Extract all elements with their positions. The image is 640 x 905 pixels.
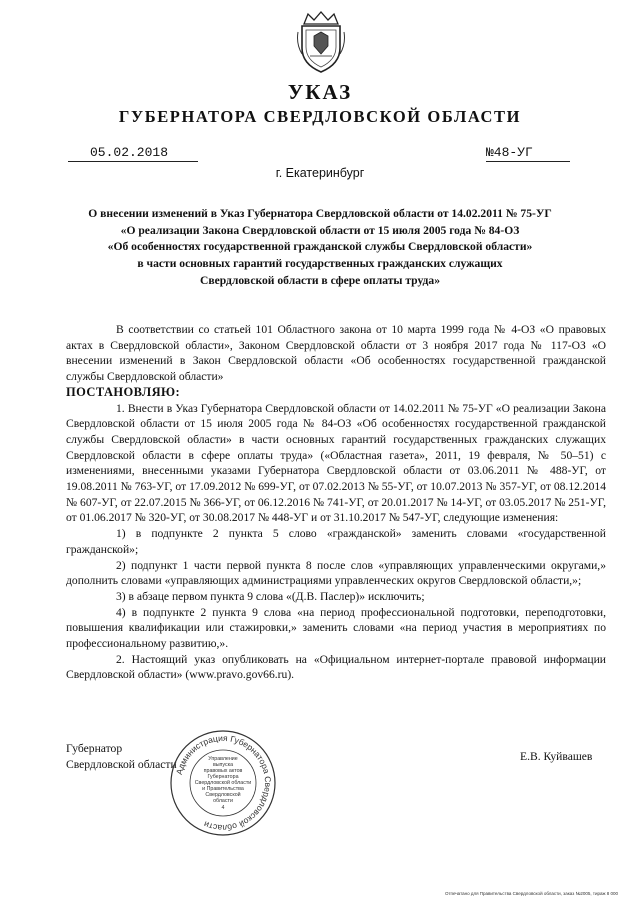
paragraph: 1) в подпункте 2 пункта 5 слово «гражданской» заменить словами «государственной гражданской»; [66, 527, 606, 556]
decree-date: 05.02.2018 [68, 145, 198, 162]
svg-text:правовых актов: правовых актов [203, 768, 243, 774]
document-type: УКАЗ [287, 80, 353, 104]
paragraph: 4) в подпункте 2 пункта 9 слова «на период профессиональной подготовки, переподготовки, повышения квалификации или стажировки,» заменить словами «на период участия в мероприятиях по профессиональному развитию,». [66, 605, 606, 651]
svg-text:Администрация Губернатора Свер: Администрация Губернатора Свердловской области [173, 732, 274, 834]
coat-of-arms-icon [296, 10, 346, 74]
paragraph: 2. Настоящий указ опубликовать на «Официальном интернет-портале правовой информации Свердловской области» (www.pravo.gov66.ru). [66, 652, 606, 682]
issuer-title: ГУБЕРНАТОРА СВЕРДЛОВСКОЙ ОБЛАСТИ [118, 107, 522, 126]
paragraph: 1. Внести в Указ Губернатора Свердловской области от 14.02.2011 № 75-УГ «О реализации Закона Свердловской области от 15 июля 2005 года № 84-ОЗ «Об особенностях государственной гражданской службы Свердловской области» в части основных гарантий государственных гражданских служащих Свердловской области в сфере оплаты труда» («Областная газета», 2011, 19 февраля, № 50–51) с изменениями, внесенными указами Губернатора Свердловской области от 03.06.2011 № 488-УГ, от 19.08.2011 № 763-УГ, от 17.09.2012 № 699-УГ, от 07.02.2013 № 55-УГ, от 10.07.2013 № 357-УГ, от 08.12.2014 № 607-УГ, от 22.07.2015 № 366-УГ, от 06.12.2016 № 741-УГ, от 20.01.2017 № 14-УГ, от 03.05.2017 № 251-УГ, от 01.06.2017 № 320-УГ, от 30.08.2017 № 448-УГ и от 31.10.2017 № 547-УГ, следующие изменения: [66, 401, 606, 525]
heading-line: «О реализации Закона Свердловской области от 15 июля 2005 года № 84-ОЗ [120, 223, 520, 237]
decree-city: г. Екатеринбург [275, 166, 365, 180]
svg-text:области: области [213, 798, 233, 804]
heading-line: «Об особенностях государственной гражданской службы Свердловской области» [107, 240, 533, 254]
svg-text:Управление: Управление [208, 756, 238, 762]
paragraph: 3) в абзаце первом пункта 9 слова «(Д.В. Паслер)» исключить; [116, 589, 425, 603]
paragraph: 2) подпункт 1 части первой пункта 8 после слов «управляющих управленческими округами,» дополнить словами «управляющих администрациями управленческих округов Свердловской области,»; [66, 558, 606, 588]
svg-text:Свердловской: Свердловской [205, 792, 241, 798]
official-stamp [168, 728, 278, 838]
svg-text:4: 4 [221, 805, 225, 811]
signatory-name: Е.В. Куйвашев [520, 750, 593, 763]
signatory-position [66, 741, 177, 773]
heading-line: О внесении изменений в Указ Губернатора Свердловской области от 14.02.2011 № 75-УГ [88, 207, 552, 220]
heading-line: в части основных гарантий государственных гражданских служащих [137, 257, 503, 271]
position-line: Губернатор [66, 742, 123, 755]
print-footer: Отпечатано для Правительства Свердловской области, заказ №2005, тираж 8 000 [444, 891, 618, 896]
svg-text:Свердловской области: Свердловской области [194, 780, 252, 786]
svg-text:Губернатора: Губернатора [207, 774, 239, 780]
position-line: Свердловской области [66, 758, 177, 771]
heading-line: Свердловской области в сфере оплаты труда» [199, 273, 441, 287]
preamble: В соответствии со статьей 101 Областного закона от 10 марта 1999 года № 4-ОЗ «О правовых актах в Свердловской области», Законом Свердловской области от 3 ноября 2017 года № 117-ОЗ «О внесении изменений в Закон Свердловской области «Об особенностях государственной гражданской службы Свердловской области» [66, 323, 606, 384]
decree-word: ПОСТАНОВЛЯЮ: [66, 384, 181, 399]
svg-text:выпуска: выпуска [212, 762, 234, 768]
svg-text:и Правительства: и Правительства [202, 786, 244, 792]
decree-body [66, 322, 606, 683]
decree-number: №48-УГ [486, 145, 570, 162]
decree-heading [60, 206, 580, 290]
